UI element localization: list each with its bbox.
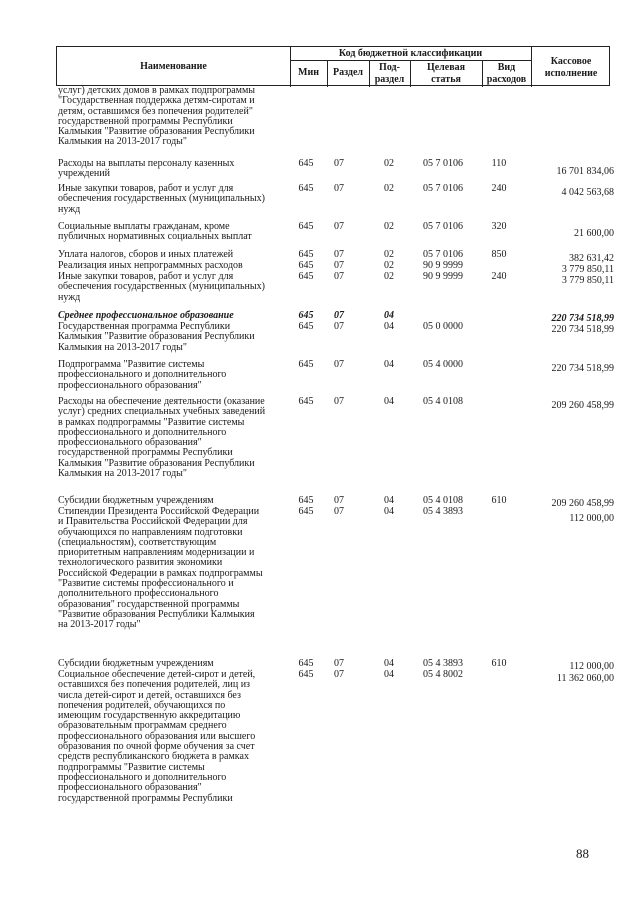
row-sum: 3 779 850,11 <box>561 275 614 286</box>
row-podrazdel: 04 <box>384 310 394 321</box>
row-celevaya: 05 0 0000 <box>423 321 463 332</box>
header-podrazdel-2: раздел <box>374 74 405 85</box>
row-name: Иные закупки товаров, работ и услуг для обеспечения государственных (муниципальных) нужд <box>58 183 265 215</box>
row-razdel: 07 <box>334 321 344 332</box>
row-razdel: 07 <box>334 669 344 680</box>
row-sum: 209 260 458,99 <box>551 498 614 509</box>
row-podrazdel: 04 <box>384 495 394 506</box>
row-vid: 610 <box>491 658 507 669</box>
row-podrazdel: 04 <box>384 359 394 370</box>
page-number: 88 <box>576 846 589 861</box>
row-sum: 4 042 563,68 <box>561 187 614 198</box>
row-celevaya: 05 4 0108 <box>423 396 463 407</box>
row-razdel: 07 <box>334 271 344 282</box>
row-podrazdel: 02 <box>384 158 394 169</box>
row-sum: 3 779 850,11 <box>561 264 614 275</box>
row-sum: 112 000,00 <box>569 661 614 672</box>
row-name: Государственная программа Республики Калмыкия "Развитие образования Республики Калмыкия на 2013-2017 годы" <box>58 321 255 353</box>
row-name: Субсидии бюджетным учреждениям <box>58 495 214 506</box>
row-celevaya: 05 4 3893 <box>423 658 463 669</box>
row-podrazdel: 02 <box>384 183 394 194</box>
row-min: 645 <box>298 183 314 194</box>
row-min: 645 <box>298 359 314 370</box>
row-razdel: 07 <box>334 249 344 260</box>
row-vid: 320 <box>491 221 507 232</box>
row-sum: 220 734 518,99 <box>551 363 614 374</box>
row-celevaya: 05 4 0108 <box>423 495 463 506</box>
row-name: услуг) детских домов в рамках подпрограммы "Государственная поддержка детям-сиротам и детям, оставшимся без попечения родителей" государственной программы Республики Калмыкия "Развитие образования Республики Калмыкия на 2013-2017 годы" <box>58 85 256 148</box>
row-podrazdel: 02 <box>384 221 394 232</box>
row-razdel: 07 <box>334 260 344 271</box>
header-podrazdel-1: Под- <box>379 62 400 73</box>
row-podrazdel: 04 <box>384 506 394 517</box>
header-vid-1: Вид <box>497 62 516 73</box>
row-razdel: 07 <box>334 495 344 506</box>
header-min: Мин <box>298 67 319 78</box>
header-kassa-2: исполнение <box>544 68 598 79</box>
row-razdel: 07 <box>334 396 344 407</box>
row-min: 645 <box>298 396 314 407</box>
row-vid: 240 <box>491 271 507 282</box>
row-name: Расходы на выплаты персоналу казенных учреждений <box>58 158 235 180</box>
row-name: Субсидии бюджетным учреждениям <box>58 658 214 669</box>
row-vid: 240 <box>491 183 507 194</box>
header-celevaya-2: статья <box>431 74 461 85</box>
row-celevaya: 05 7 0106 <box>423 158 463 169</box>
row-name: Социальное обеспечение детей-сирот и детей, оставшихся без попечения родителей, лиц из числа детей-сирот и детей, оставшихся без попечения родителей, обучающихся по имеющим государственную аккредитацию образовательным программам среднего профессионального образования или высшего образования по очной форме обучения за счет средств республиканского бюджета в рамках подпрограммы "Развитие системы профессионального и дополнительного профессионального образования" государственной программы Республики <box>58 669 256 804</box>
row-name: Среднее профессиональное образование <box>58 310 234 321</box>
row-celevaya: 05 4 0000 <box>423 359 463 370</box>
header-celevaya-1: Целевая <box>426 62 466 73</box>
header-kbk: Код бюджетной классификации <box>338 48 483 59</box>
row-name: Реализация иных непрограммных расходов <box>58 260 243 271</box>
row-celevaya: 05 4 8002 <box>423 669 463 680</box>
row-celevaya: 05 7 0106 <box>423 183 463 194</box>
row-razdel: 07 <box>334 183 344 194</box>
row-sum: 11 362 060,00 <box>556 673 614 684</box>
row-sum: 209 260 458,99 <box>551 400 614 411</box>
row-razdel: 07 <box>334 158 344 169</box>
row-name: Уплата налогов, сборов и иных платежей <box>58 249 234 260</box>
row-sum: 220 734 518,99 <box>551 324 614 335</box>
row-name: Иные закупки товаров, работ и услуг для обеспечения государственных (муниципальных) нужд <box>58 271 265 303</box>
row-name: Социальные выплаты гражданам, кроме публичных нормативных социальных выплат <box>58 221 252 243</box>
row-podrazdel: 04 <box>384 669 394 680</box>
header-name: Наименование <box>140 61 207 72</box>
row-podrazdel: 04 <box>384 658 394 669</box>
row-celevaya: 90 9 9999 <box>423 271 463 282</box>
row-min: 645 <box>298 669 314 680</box>
row-sum: 112 000,00 <box>569 513 614 524</box>
row-min: 645 <box>298 310 314 321</box>
row-min: 645 <box>298 495 314 506</box>
header-vid-2: расходов <box>486 74 527 85</box>
row-celevaya: 90 9 9999 <box>423 260 463 271</box>
row-razdel: 07 <box>334 658 344 669</box>
row-sum: 21 600,00 <box>574 228 614 239</box>
header-kassa-1: Кассовое <box>550 56 592 67</box>
row-sum: 16 701 834,06 <box>556 166 614 177</box>
row-min: 645 <box>298 249 314 260</box>
row-celevaya: 05 7 0106 <box>423 249 463 260</box>
row-razdel: 07 <box>334 359 344 370</box>
row-vid: 110 <box>491 158 507 169</box>
row-razdel: 07 <box>334 506 344 517</box>
row-min: 645 <box>298 321 314 332</box>
row-min: 645 <box>298 158 314 169</box>
table-header <box>56 46 610 86</box>
row-name: Подпрограмма "Развитие системы профессионального и дополнительного профессионального образования" <box>58 359 227 391</box>
row-razdel: 07 <box>334 221 344 232</box>
row-min: 645 <box>298 506 314 517</box>
row-min: 645 <box>298 658 314 669</box>
row-razdel: 07 <box>334 310 344 321</box>
row-sum: 382 631,42 <box>569 253 614 264</box>
row-name: Расходы на обеспечение деятельности (оказание услуг) средних специальных учебных заведений в рамках подпрограммы "Развитие системы профессионального и дополнительного профессионального образования" государственной программы Республики Калмыкия "Развитие образования Республики Калмыкия на 2013-2017 годы" <box>58 396 266 480</box>
row-podrazdel: 02 <box>384 249 394 260</box>
row-vid: 850 <box>491 249 507 260</box>
header-razdel: Раздел <box>332 67 364 78</box>
row-min: 645 <box>298 260 314 271</box>
row-min: 645 <box>298 221 314 232</box>
row-podrazdel: 02 <box>384 260 394 271</box>
row-podrazdel: 04 <box>384 396 394 407</box>
row-sum: 220 734 518,99 <box>551 313 614 324</box>
row-celevaya: 05 7 0106 <box>423 221 463 232</box>
row-name: Стипендии Президента Российской Федерации и Правительства Российской Федерации для обучающихся по направлениям подготовки (специальностям), соответствующим приоритетным направлениям модернизации и технологического развития экономики Российской Федерации в рамках подпрограммы "Развитие системы профессионального и дополнительного профессионального образования" государственной программы "Развитие образования Республики Калмыкия на 2013-2017 годы" <box>58 506 263 631</box>
row-podrazdel: 04 <box>384 321 394 332</box>
row-celevaya: 05 4 3893 <box>423 506 463 517</box>
row-vid: 610 <box>491 495 507 506</box>
row-podrazdel: 02 <box>384 271 394 282</box>
row-min: 645 <box>298 271 314 282</box>
